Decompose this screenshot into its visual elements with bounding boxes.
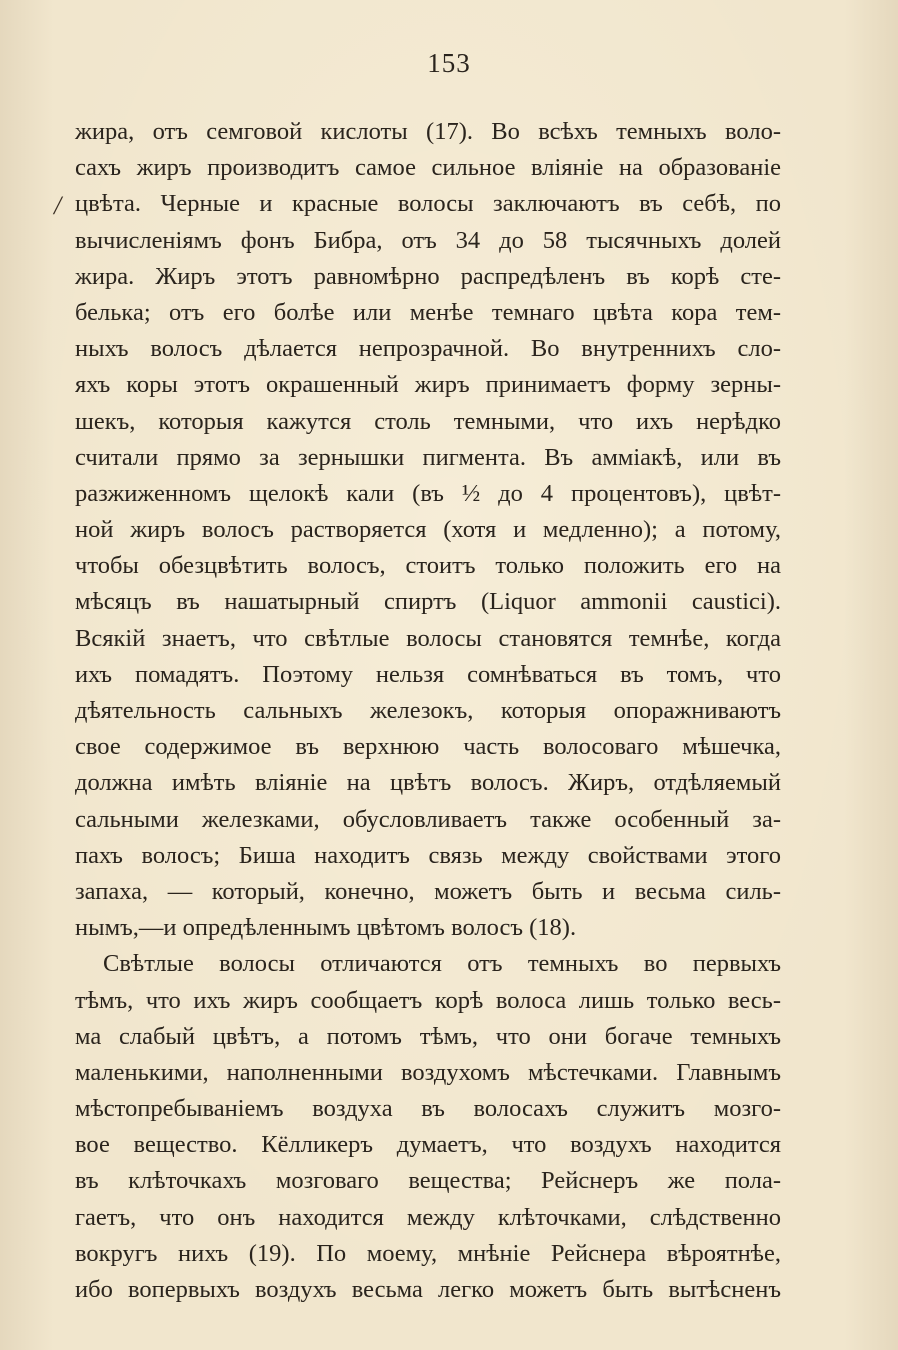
text-line: вокругъ нихъ (19). По моему, мнѣніе Рейснера вѣроятнѣе, [75,1239,781,1267]
text-line: въ клѣточкахъ мозговаго вещества; Рейснеръ же пола- [75,1167,781,1195]
text-line: вое вещество. Кёлликеръ думаетъ, что воздухъ находится [75,1131,781,1159]
text-line: маленькими, наполненными воздухомъ мѣстечками. Главнымъ [75,1058,781,1086]
text-line: запаха, — который, конечно, можетъ быть и весьма силь- [75,877,781,905]
text-line: пахъ волосъ; Биша находитъ связь между свойствами этого [75,841,781,869]
text-line: считали прямо за зернышки пигмента. Въ амміакѣ, или въ [75,443,781,471]
text-line: Свѣтлые волосы отличаются отъ темныхъ во первыхъ [103,950,781,978]
text-line: белька; отъ его болѣе или менѣе темнаго цвѣта кора тем- [75,298,781,326]
text-line: сахъ жиръ производитъ самое сильное вліяніе на образованіе [75,154,781,182]
text-line: ихъ помадятъ. Поэтому нельзя сомнѣваться въ томъ, что [75,660,781,688]
page-number: 153 [427,48,471,78]
text-line: шекъ, которыя кажутся столь темными, что ихъ нерѣдко [75,407,781,435]
text-line: вычисленіямъ фонъ Бибра, отъ 34 до 58 тысячныхъ долей [75,226,781,254]
text-line: жира, отъ семговой кислоты (17). Во всѣхъ темныхъ воло- [75,118,781,145]
text-line: разжиженномъ щелокѣ кали (въ ½ до 4 процентовъ), цвѣт- [75,479,781,507]
text-line: ибо вопервыхъ воздухъ весьма легко можетъ быть вытѣсненъ [75,1276,781,1303]
text-line: мѣстопребываніемъ воздуха въ волосахъ служитъ мозго- [75,1095,781,1123]
text-line: свое содержимое въ верхнюю часть волосоваго мѣшечка, [75,733,781,761]
text-line: ныхъ волосъ дѣлается непрозрачной. Во внутреннихъ сло- [75,335,781,363]
text-line: чтобы обезцвѣтить волосъ, стоитъ только положить его на [75,552,781,580]
text-line: Всякій знаетъ, что свѣтлые волосы становятся темнѣе, когда [75,624,781,652]
margin-mark: / [54,191,62,220]
text-line: мѣсяцъ въ нашатырный спиртъ (Liquor ammonii caustici). [75,588,781,616]
text-line: гаетъ, что онъ находится между клѣточками, слѣдственно [75,1203,781,1231]
text-line: сальными железками, обусловливаетъ также особенный за- [75,805,781,833]
text-line: яхъ коры этотъ окрашенный жиръ принимаетъ форму зерны- [75,371,781,399]
text-line: тѣмъ, что ихъ жиръ сообщаетъ корѣ волоса лишь только весь- [75,986,781,1014]
text-line: нымъ,—и опредѣленнымъ цвѣтомъ волосъ (18). [75,914,577,942]
text-line: цвѣта. Черные и красные волосы заключаютъ въ себѣ, по [75,190,781,218]
body-text [75,114,781,1308]
text-line: дѣятельность сальныхъ железокъ, которыя опоражниваютъ [75,697,781,724]
text-line: ма слабый цвѣтъ, а потомъ тѣмъ, что они богаче темныхъ [75,1022,781,1050]
text-line: должна имѣть вліяніе на цвѣтъ волосъ. Жиръ, отдѣляемый [75,769,781,797]
text-line: жира. Жиръ этотъ равномѣрно распредѣленъ въ корѣ сте- [75,262,781,290]
text-line: ной жиръ волосъ растворяется (хотя и медленно); а потому, [75,516,781,544]
